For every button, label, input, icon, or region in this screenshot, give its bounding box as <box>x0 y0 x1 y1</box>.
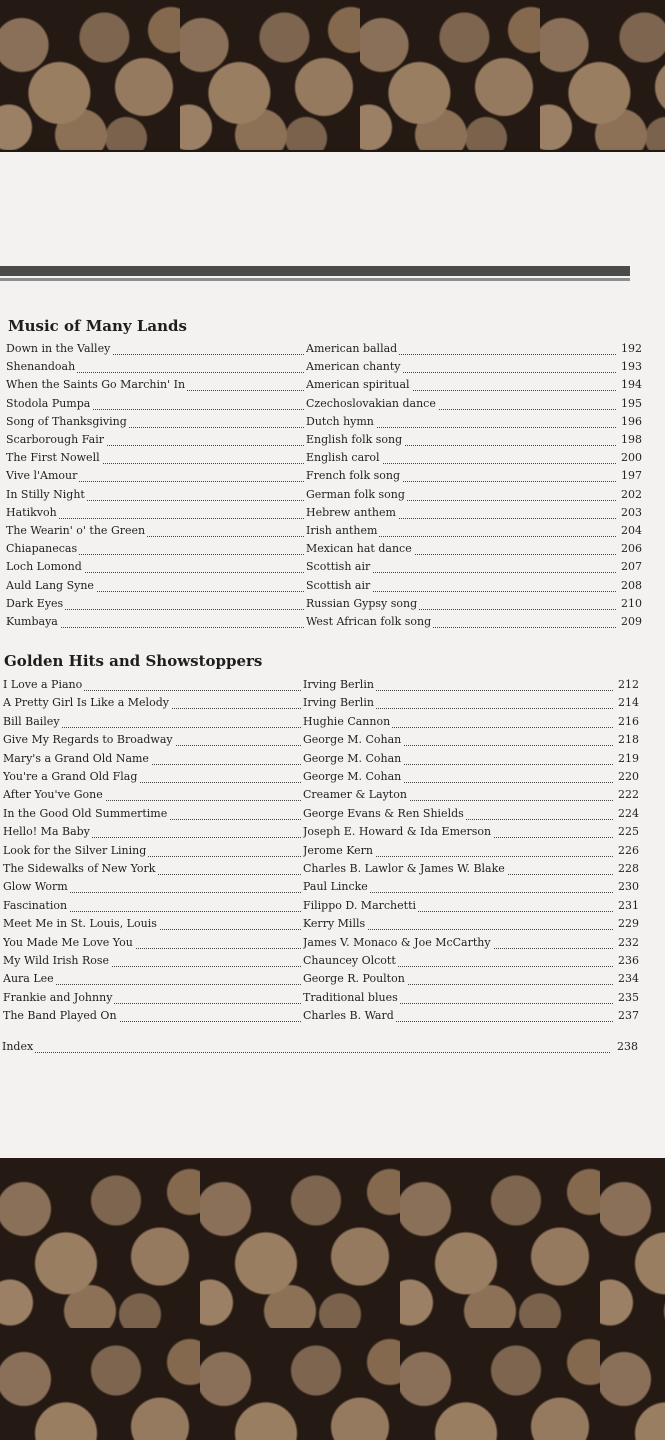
song-origin: George M. Cohan <box>303 733 613 751</box>
page-number: 235 <box>618 990 639 1004</box>
song-title: You're a Grand Old Flag <box>3 770 303 788</box>
page-number: 200 <box>621 451 642 465</box>
page-number: 203 <box>621 505 642 519</box>
song-title: Dark Eyes <box>6 597 306 615</box>
song-title: Shenandoah <box>6 360 306 378</box>
song-origin: Hebrew anthem <box>306 506 616 524</box>
page-number: 232 <box>618 935 639 949</box>
song-title: Song of Thanksgiving <box>6 415 306 433</box>
page-number: 228 <box>618 862 639 875</box>
song-title: In Stilly Night <box>6 488 306 506</box>
page-number: 222 <box>618 788 639 802</box>
page-number: 224 <box>618 806 639 820</box>
page-number: 210 <box>621 596 642 610</box>
bleed-through-heading <box>246 200 466 240</box>
song-origin: Kerry Mills <box>303 917 613 935</box>
song-origin: American ballad <box>306 342 616 360</box>
song-origin: West African folk song <box>306 615 616 633</box>
page-number: 218 <box>618 733 639 747</box>
page-number: 237 <box>618 1009 639 1023</box>
song-origin: English folk song <box>306 433 616 451</box>
song-title: When the Saints Go Marchin' In <box>6 378 306 396</box>
page-number: 206 <box>621 542 642 556</box>
song-title: The Wearin' o' the Green <box>6 524 306 542</box>
page-number: 194 <box>621 378 642 392</box>
song-origin: American spiritual <box>306 378 616 396</box>
song-origin: Chauncey Olcott <box>303 954 613 972</box>
song-title: Stodola Pumpa <box>6 397 306 415</box>
index-label: Index <box>2 1040 612 1058</box>
song-title: Frankie and Johnny <box>3 991 303 1009</box>
song-title: Meet Me in St. Louis, Louis <box>3 917 303 935</box>
song-origin: French folk song <box>306 469 616 487</box>
page-number: 226 <box>618 843 639 857</box>
song-title: Mary's a Grand Old Name <box>3 752 303 770</box>
section-title-music-of-many-lands: Music of Many Lands <box>8 317 187 335</box>
song-origin: Jerome Kern <box>303 844 613 862</box>
song-origin: Filippo D. Marchetti <box>303 899 613 917</box>
page-number: 236 <box>618 954 639 967</box>
song-title: Give My Regards to Broadway <box>3 733 303 751</box>
page-number: 230 <box>618 880 639 894</box>
page-number: 207 <box>621 560 642 574</box>
song-title: Look for the Silver Lining <box>3 844 303 862</box>
song-origin: George M. Cohan <box>303 752 613 770</box>
page-number: 234 <box>618 972 639 986</box>
table-of-contents-page <box>0 152 665 1162</box>
song-origin: Creamer & Layton <box>303 788 613 806</box>
song-origin: Joseph E. Howard & Ida Emerson <box>303 825 613 843</box>
song-origin: Czechoslovakian dance <box>306 397 616 415</box>
page-number: 195 <box>621 396 642 410</box>
song-title: I Love a Piano <box>3 678 303 696</box>
song-title: The First Nowell <box>6 451 306 469</box>
page-number: 219 <box>618 751 639 765</box>
page-number: 204 <box>621 524 642 537</box>
song-origin: Irish anthem <box>306 524 616 542</box>
song-origin: Charles B. Ward <box>303 1009 613 1027</box>
song-origin: Paul Lincke <box>303 880 613 898</box>
song-title: Down in the Valley <box>6 342 306 360</box>
song-title: Hatikvoh <box>6 506 306 524</box>
song-origin: George R. Poulton <box>303 972 613 990</box>
page-number: 193 <box>621 360 642 374</box>
song-origin: Irving Berlin <box>303 678 613 696</box>
song-title: A Pretty Girl Is Like a Melody <box>3 696 303 714</box>
song-origin: George Evans & Ren Shields <box>303 807 613 825</box>
song-title: Loch Lomond <box>6 560 306 578</box>
page-number: 231 <box>618 898 639 912</box>
page-number: 208 <box>621 578 642 592</box>
song-origin: Traditional blues <box>303 991 613 1009</box>
song-origin: German folk song <box>306 488 616 506</box>
header-band <box>0 266 630 276</box>
song-title: Vive l'Amour <box>6 469 306 487</box>
song-title: In the Good Old Summertime <box>3 807 303 825</box>
song-origin: English carol <box>306 451 616 469</box>
song-origin: George M. Cohan <box>303 770 613 788</box>
song-origin: Dutch hymn <box>306 415 616 433</box>
song-title: After You've Gone <box>3 788 303 806</box>
song-title: Bill Bailey <box>3 715 303 733</box>
section-title-golden-hits: Golden Hits and Showstoppers <box>4 652 263 670</box>
header-band-rule <box>0 278 630 281</box>
index-page-number: 238 <box>617 1040 638 1053</box>
countertop-background-bottom <box>0 1158 665 1440</box>
song-title: Aura Lee <box>3 972 303 990</box>
song-origin: James V. Monaco & Joe McCarthy <box>303 936 613 954</box>
page-number: 214 <box>618 696 639 710</box>
song-title: Chiapanecas <box>6 542 306 560</box>
page-number: 225 <box>618 825 639 839</box>
page-number: 229 <box>618 917 639 931</box>
page-number: 216 <box>618 714 639 728</box>
countertop-background-top <box>0 0 665 160</box>
song-title: Kumbaya <box>6 615 306 633</box>
song-title: The Sidewalks of New York <box>3 862 303 880</box>
song-title: You Made Me Love You <box>3 936 303 954</box>
song-title: The Band Played On <box>3 1009 303 1027</box>
song-title: Hello! Ma Baby <box>3 825 303 843</box>
page-number: 196 <box>621 414 642 428</box>
page-number: 220 <box>618 770 639 783</box>
song-origin: Irving Berlin <box>303 696 613 714</box>
song-origin: Mexican hat dance <box>306 542 616 560</box>
song-title: Auld Lang Syne <box>6 579 306 597</box>
page-number: 209 <box>621 615 642 628</box>
song-origin: Hughie Cannon <box>303 715 613 733</box>
song-origin: American chanty <box>306 360 616 378</box>
song-origin: Scottish air <box>306 579 616 597</box>
song-title: My Wild Irish Rose <box>3 954 303 972</box>
page-number: 202 <box>621 487 642 501</box>
page-number: 197 <box>621 469 642 483</box>
song-origin: Scottish air <box>306 560 616 578</box>
song-title: Fascination <box>3 899 303 917</box>
song-title: Scarborough Fair <box>6 433 306 451</box>
page-number: 212 <box>618 678 639 691</box>
page-number: 192 <box>621 342 642 355</box>
song-title: Glow Worm <box>3 880 303 898</box>
page-number: 198 <box>621 433 642 446</box>
song-origin: Charles B. Lawlor & James W. Blake <box>303 862 613 880</box>
song-origin: Russian Gypsy song <box>306 597 616 615</box>
